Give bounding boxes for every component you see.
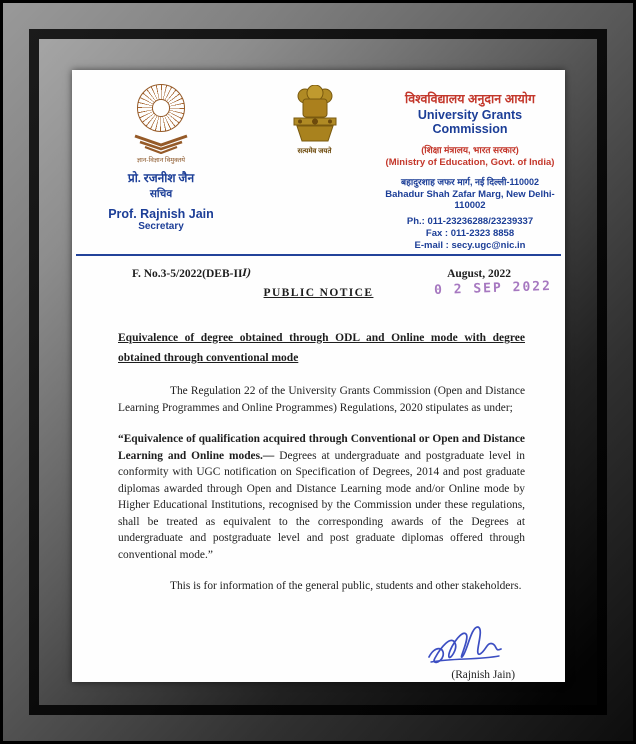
letterhead-center-block [250,84,379,251]
emblem-motto: सत्यमेव जयते [297,147,332,155]
received-date-stamp: 0 2 SEP 2022 [433,278,553,299]
reference-row [72,268,565,280]
notice-date: August, 2022 [447,268,511,280]
org-name-english: University Grants Commission [417,108,523,136]
letterhead-left-block [72,84,250,251]
document-page [72,70,565,682]
paragraph-equivalence-quote [118,431,525,563]
ugc-logo-motto: ज्ञान-विज्ञान विमुक्तये [136,157,186,164]
email-address: E-mail : secy.ugc@nic.in [414,240,526,251]
paragraph-information: This is for information of the general public, students and other stakeholders. [170,580,522,593]
notice-subject: Equivalence of degree obtained through ODL and Online mode with degree obtained through conventional mode [118,332,525,364]
letterhead-right-block [379,84,565,251]
ministry-english: (Ministry of Education, Govt. of India) [385,157,555,168]
address-english: Bahadur Shah Zafar Marg, New Delhi-110002 [385,189,555,211]
file-number: F. No.3-5/2022(DEB-III) [132,267,253,280]
secretary-title-hindi: सचिव [149,189,173,200]
national-emblem-icon [289,85,341,145]
signature-icon [423,621,509,669]
notice-title: PUBLIC NOTICE [263,287,374,299]
quote-body: Degrees at undergraduate and postgraduate level in conformity with UGC notification on Specification of Degrees, 2014 and post graduate diplomas awarded through Open and Distance Learning mode and/or Online mode by Higher Educational Institutions, recognised by the Commission under these regulations, shall be treated as equivalent to the corresponding awards of the Degrees at undergraduate and postgraduate level and post graduate diplomas offered through conventional mode.” [118,449,525,561]
ministry-hindi: (शिक्षा मंत्रालय, भारत सरकार) [421,145,519,155]
ugc-open-book-icon [132,134,190,154]
signature-block [72,621,565,681]
secretary-name-english: Prof. Rajnish Jain [108,207,214,221]
signatory-name: (Rajnish Jain) [451,668,515,681]
secretary-name-hindi: प्रो. रजनीश जैन [127,171,195,185]
org-name-hindi: विश्वविद्यालय अनुदान आयोग [404,92,536,106]
letterhead-divider [76,254,561,256]
file-number-handwritten: I) [241,267,253,279]
phone-number: Ph.: 011-23236288/23239337 [406,216,534,227]
fax-number: Fax : 011-2323 8858 [425,228,515,239]
notice-title-row [72,278,565,303]
address-hindi: बहादुरशाह जफर मार्ग, नई दिल्ली-110002 [400,177,540,187]
paragraph-regulation: The Regulation 22 of the University Grants Commission (Open and Distance Learning Programmes and Online Programmes) Regulations, 2020 stipulates as under; [118,385,525,414]
ugc-wheel-logo-icon [137,84,185,132]
letterhead [72,70,565,251]
quote-lead-bold: “Equivalence of qualification acquired through Conventional or Open and Distance Learning and Online modes.— [118,433,525,462]
secretary-title-english: Secretary [138,221,184,232]
